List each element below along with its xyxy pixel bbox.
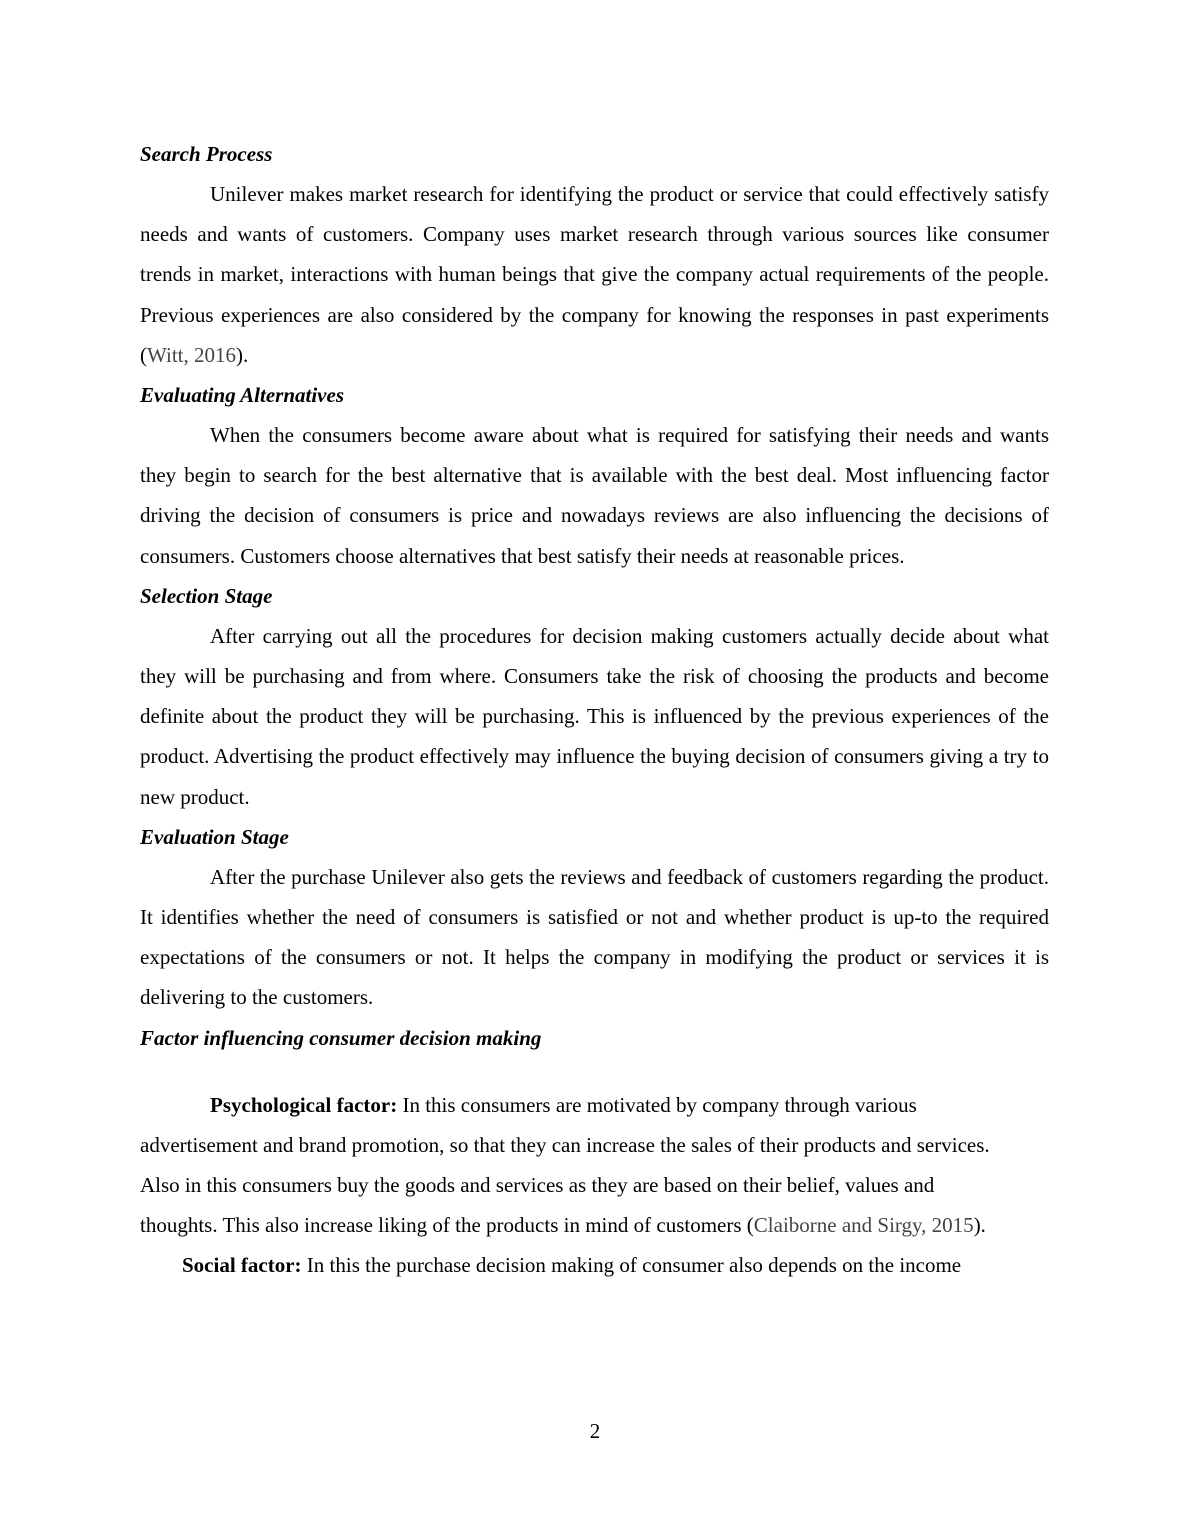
paragraph-tail: ).: [973, 1213, 986, 1238]
spacer: [140, 1058, 1049, 1085]
citation-link[interactable]: Claiborne and Sirgy, 2015: [753, 1213, 974, 1238]
paragraph-psychological-factor: [140, 1085, 1000, 1246]
social-factor-label: Social factor:: [182, 1253, 302, 1278]
paragraph-text: In this the purchase decision making of consumer also depends on the income: [301, 1253, 962, 1278]
heading-factors: Factor influencing consumer decision making: [140, 1025, 542, 1050]
document-page: [140, 134, 1049, 1286]
paragraph-evaluating-alternatives: When the consumers become aware about what is required for satisfying their needs and wants they begin to search for the best alternative that is available with the best deal. Most influencing factor driving the decision of consumers is price and nowadays reviews are also influencing the decisions of consumers. Customers choose alternatives that best satisfy their needs at reasonable prices.: [140, 423, 1049, 568]
heading-evaluation-stage: Evaluation Stage: [140, 824, 289, 849]
page-number: 2: [589, 1419, 601, 1443]
paragraph-text: In this consumers are motivated by company through various advertisement and brand promotion, so that they can increase the sales of their products and services. Also in this consumers buy the goods and services as they are based on their belief, values and thoughts. This also increase liking of the products in mind of customers (: [140, 1092, 990, 1238]
paragraph-search-process: [140, 174, 1049, 375]
paragraph-evaluation-stage: After the purchase Unilever also gets the reviews and feedback of customers regarding the product. It identifies whether the need of consumers is satisfied or not and whether product is up-to the required expectations of the consumers or not. It helps the company in modifying the product or services it is delivering to the customers.: [140, 864, 1049, 1010]
paragraph-text: Unilever makes market research for identifying the product or service that could effectively satisfy needs and wants of customers. Company uses market research through various sources like consumer trends in market, interactions with human beings that give the company actual requirements of the people. Previous experiences are also considered by the company for knowing the responses in past experiments (: [140, 182, 1049, 367]
paragraph-selection-stage: After carrying out all the procedures for decision making customers actually decide about what they will be purchasing and from where. Consumers take the risk of choosing the products and become definite about the product they will be purchasing. This is influenced by the previous experiences of the product. Advertising the product effectively may influence the buying decision of consumers giving a try to new product.: [140, 623, 1049, 809]
psychological-factor-label: Psychological factor:: [210, 1092, 398, 1117]
paragraph-tail: ).: [235, 342, 249, 367]
heading-selection-stage: Selection Stage: [140, 583, 273, 608]
heading-evaluating-alternatives: Evaluating Alternatives: [140, 383, 344, 408]
paragraph-social-factor: [140, 1245, 1049, 1285]
heading-search-process: Search Process: [140, 142, 273, 166]
citation-link[interactable]: Witt, 2016: [147, 342, 236, 367]
